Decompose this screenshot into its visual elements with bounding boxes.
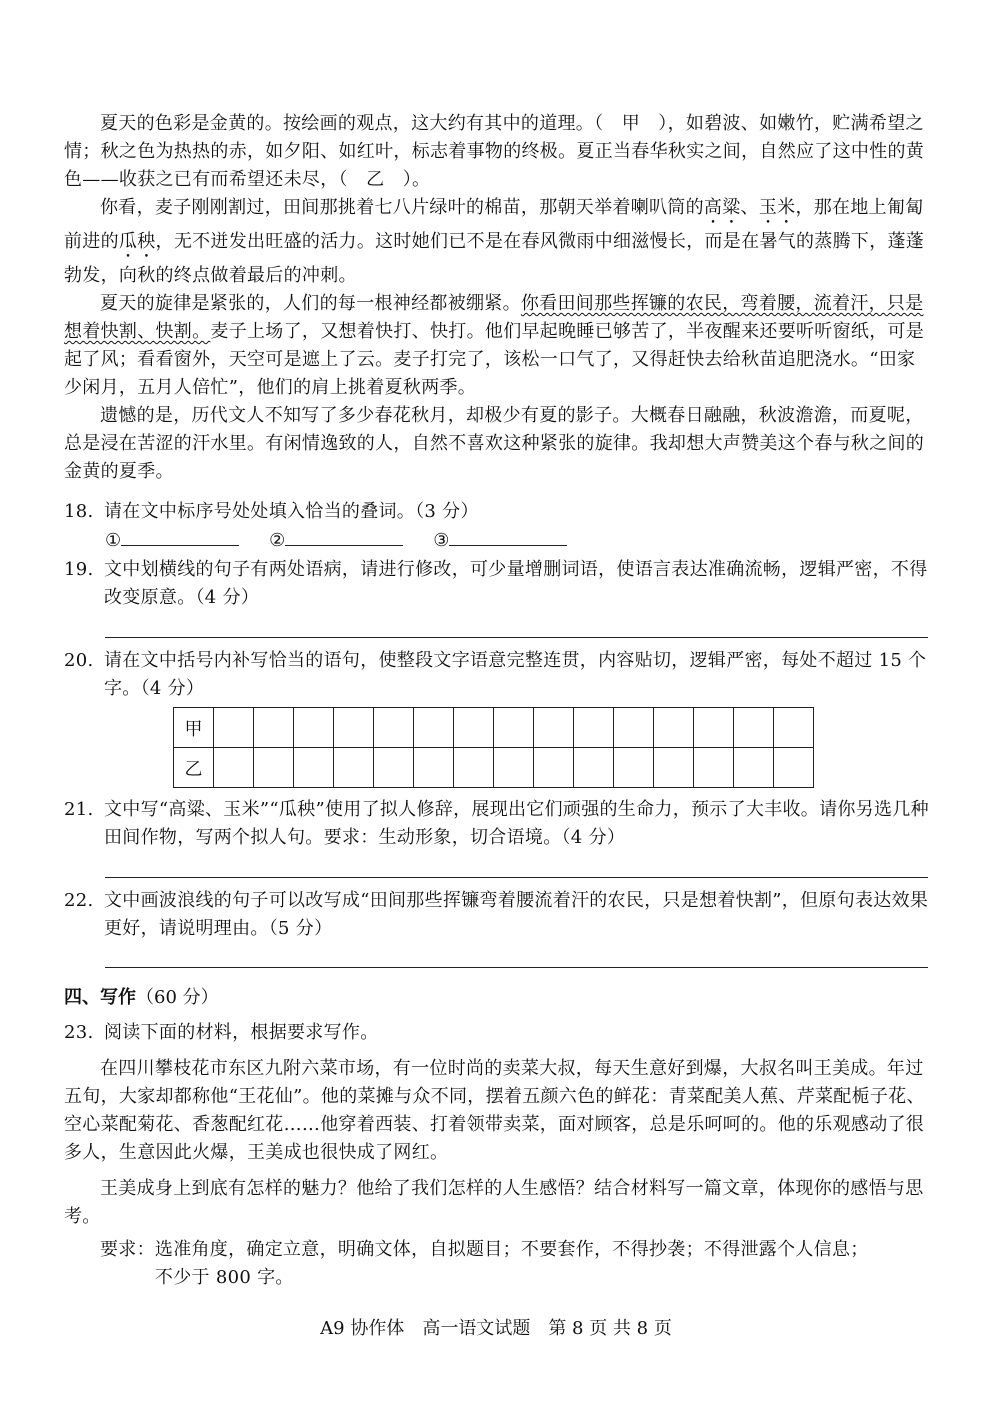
question-18: 18. 请在文中标序号处处填入恰当的叠词。（3 分） [64,501,479,522]
answer-line-q22[interactable] [105,967,928,968]
grid-row-jia [174,708,814,748]
question-23: 23. 阅读下面的材料，根据要求写作。 [64,1022,379,1043]
question-19: 19. 文中划横线的句子有两处语病，请进行修改，可少量增删词语，使语言表达准确流畅，逻辑严密，不得改变原意。（4 分） [64,559,928,608]
writing-requirements: 要求： 选准角度，确定立意，明确文体，自拟题目；不要套作，不得抄袭；不得泄露个人信息； 不少于 800 字。 [100,1239,869,1288]
question-21: 21. 文中写“高粱、玉米”“瓜秧”使用了拟人修辞，展现出它们顽强的生命力，预示了大丰收。请你另选几种田间作物，写两个拟人句。要求：生动形象，切合语境。（4 分） [64,799,929,848]
grid-cell[interactable] [494,708,534,748]
answer-grid [173,707,814,788]
grid-cell[interactable] [214,748,254,788]
grid-row-yi [174,748,814,788]
keyword-gaoliang: 高粱 [703,197,741,218]
grid-cell[interactable] [294,748,334,788]
answer-blank-3[interactable] [449,527,567,546]
grid-cell[interactable] [774,708,814,748]
grid-cell[interactable] [494,748,534,788]
grid-cell[interactable] [654,708,694,748]
keyword-yumi: 玉米 [758,197,796,218]
grid-cell[interactable] [574,708,614,748]
answer-line-q21[interactable] [105,877,928,878]
grid-cell[interactable] [374,708,414,748]
grid-cell[interactable] [334,708,374,748]
q18-blanks: ① ② ③ [105,527,597,555]
grid-label-jia: 甲 [174,708,214,748]
material-paragraph-1: 在四川攀枝花市东区九附六菜市场，有一位时尚的卖菜大叔，每天生意好到爆，大叔名叫王美成。年过五旬，大家却都称他“王花仙”。他的菜摊与众不同，摆着五颜六色的鲜花：青菜配美人蕉、芹菜配栀子花、空心菜配菊花、香葱配红花……他穿着西装、打着领带卖菜，面对顾客，总是乐呵呵的。他的乐观感动了很多人，生意因此火爆，王美成也很快成了网红。 [64,1058,925,1163]
grid-cell[interactable] [654,748,694,788]
grid-cell[interactable] [294,708,334,748]
question-22: 22. 文中画波浪线的句子可以改写成“田间那些挥镰弯着腰流着汗的农民，只是想着快割”，但原句表达效果更好，请说明理由。（5 分） [64,890,929,939]
passage-paragraph-2: 你看，麦子刚刚割过，田间那挑着七八片绿叶的棉苗，那朝天举着喇叭筒的高粱、玉米，那在地上匍匐前进的瓜秧，无不迸发出旺盛的活力。这时她们已不是在春风微雨中细滋慢长，而是在暑气的蒸腾下，蓬蓬勃发，向秋的终点做着最后的冲刺。 [64,197,925,286]
grid-cell[interactable] [414,748,454,788]
grid-cell[interactable] [534,748,574,788]
grid-cell[interactable] [454,748,494,788]
grid-cell[interactable] [774,748,814,788]
keyword-guayang: 瓜秧 [118,231,156,252]
grid-cell[interactable] [694,708,734,748]
reading-passage [64,110,930,486]
answer-line-q19[interactable] [105,637,928,638]
grid-cell[interactable] [254,708,294,748]
grid-cell[interactable] [414,708,454,748]
passage-paragraph-4: 遗憾的是，历代文人不知写了多少春花秋月，却极少有夏的影子。大概春日融融，秋波澹澹，而夏呢，总是浸在苦涩的汗水里。有闲情逸致的人，自然不喜欢这种紧张的旋律。我却想大声赞美这个春与秋之间的金黄的夏季。 [64,405,925,482]
passage-paragraph-1: 夏天的色彩是金黄的。按绘画的观点，这大约有其中的道理。（ 甲 ），如碧波、如嫩竹，贮满希望之情；秋之色为热热的赤，如夕阳、如红叶，标志着事物的终极。夏正当春华秋实之间，自然应了这中性的黄色——收获之已有而希望还未尽，（ 乙 ）。 [64,113,925,190]
question-20: 20. 请在文中括号内补写恰当的语句，使整段文字语意完整连贯，内容贴切，逻辑严密，每处不超过 15 个字。（4 分） [64,650,927,699]
writing-material [64,1055,930,1231]
grid-cell[interactable] [454,708,494,748]
page-footer: A9 协作体 高一语文试题 第 8 页 共 8 页 [320,1318,672,1339]
grid-cell[interactable] [574,748,614,788]
grid-cell[interactable] [374,748,414,788]
passage-paragraph-3: 夏天的旋律是紧张的，人们的每一根神经都被绷紧。你看田间那些挥镰的农民，弯着腰，流着汗，只是想着快割、快割。麦子上场了，又想着快打、快打。他们早起晚睡已够苦了，半夜醒来还要听听窗纸，可是起了风；看看窗外，天空可是遮上了云。麦子打完了，该松一口气了，又得赶快去给秋苗追肥浇水。“田家少闲月，五月人倍忙”，他们的肩上挑着夏秋两季。 [64,293,925,398]
grid-cell[interactable] [214,708,254,748]
grid-cell[interactable] [534,708,574,748]
writing-section-heading: 四、写作（60 分） [64,987,219,1008]
grid-cell[interactable] [254,748,294,788]
material-paragraph-2: 王美成身上到底有怎样的魅力？他给了我们怎样的人生感悟？结合材料写一篇文章，体现你的感悟与思考。 [64,1178,924,1227]
answer-blank-1[interactable] [121,527,239,546]
grid-cell[interactable] [694,748,734,788]
grid-label-yi: 乙 [174,748,214,788]
grid-cell[interactable] [734,708,774,748]
grid-cell[interactable] [614,708,654,748]
grid-cell[interactable] [614,748,654,788]
wavy-underlined-sentence: 你看田间那些挥镰的农民，弯着腰，流着汗，只是想着快割、快割。 [64,293,924,342]
grid-cell[interactable] [334,748,374,788]
grid-cell[interactable] [734,748,774,788]
answer-blank-2[interactable] [285,527,403,546]
